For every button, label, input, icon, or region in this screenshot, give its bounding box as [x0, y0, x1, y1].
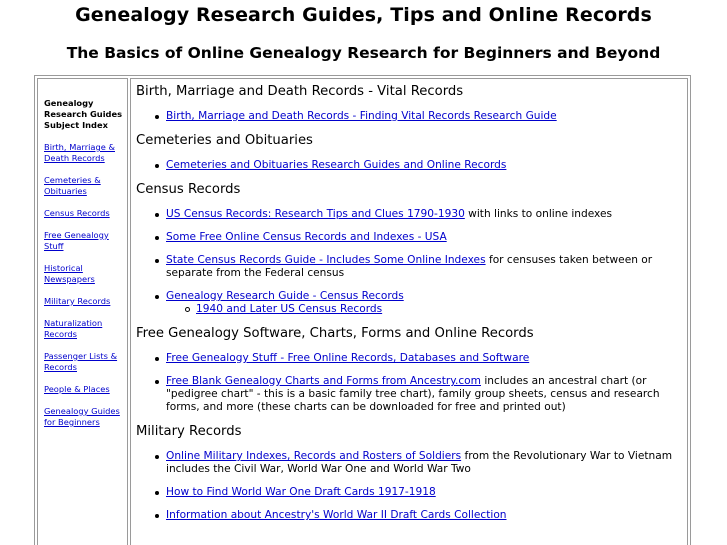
- link-military-indexes[interactable]: Online Military Indexes, Records and Rosters of Soldiers: [166, 450, 462, 462]
- list-item: [136, 352, 684, 365]
- link-census-research-guide[interactable]: Genealogy Research Guide - Census Records: [166, 290, 404, 302]
- section-list: [136, 352, 684, 414]
- sidebar-link-naturalization[interactable]: Naturalization Records: [44, 318, 103, 339]
- link-ww1-draft-cards[interactable]: How to Find World War One Draft Cards 1917-1918: [166, 486, 436, 498]
- link-cemeteries-guide[interactable]: Cemeteries and Obituaries Research Guides and Online Records: [166, 159, 507, 171]
- list-item: [136, 486, 684, 499]
- sidebar-link-birth-marriage-death[interactable]: Birth, Marriage & Death Records: [44, 142, 115, 163]
- list-item: [136, 110, 684, 123]
- section-heading-military: Military Records: [136, 424, 242, 439]
- list-item-text: with links to online indexes: [464, 208, 613, 220]
- sidebar-link-military[interactable]: Military Records: [44, 296, 111, 306]
- list-item-text: includes an ancestral chart (or "pedigree chart" - this is a basic family tree chart), family group sheets, census and research forms, and more (these charts can be downloaded for free and printed out): [166, 375, 660, 413]
- list-item: [136, 375, 684, 414]
- list-item: [136, 159, 684, 172]
- sidebar-link-beginners[interactable]: Genealogy Guides for Beginners: [44, 406, 120, 427]
- list-item: [136, 509, 684, 522]
- sidebar: [44, 98, 124, 439]
- page-title: Genealogy Research Guides, Tips and Online Records: [75, 4, 652, 26]
- sidebar-link-cemeteries[interactable]: Cemeteries & Obituaries: [44, 175, 101, 196]
- sidebar-link-people-places[interactable]: People & Places: [44, 384, 110, 394]
- link-free-census-usa[interactable]: Some Free Online Census Records and Indexes - USA: [166, 231, 447, 243]
- section-heading-cemeteries: Cemeteries and Obituaries: [136, 133, 313, 148]
- link-vital-records-guide[interactable]: Birth, Marriage and Death Records - Finding Vital Records Research Guide: [166, 110, 557, 122]
- list-item: [136, 290, 684, 303]
- sidebar-link-newspapers[interactable]: Historical Newspapers: [44, 263, 95, 284]
- list-item: [136, 208, 684, 221]
- sidebar-title: Genealogy Research Guides Subject Index: [44, 98, 123, 130]
- section-list: [136, 159, 684, 172]
- link-ww2-draft-cards[interactable]: Information about Ancestry's World War II Draft Cards Collection: [166, 509, 507, 521]
- sidebar-link-free-genealogy[interactable]: Free Genealogy Stuff: [44, 230, 109, 251]
- link-free-charts-forms[interactable]: Free Blank Genealogy Charts and Forms from Ancestry.com: [166, 375, 481, 387]
- list-item: [136, 450, 684, 476]
- link-us-census-tips[interactable]: US Census Records: Research Tips and Clues 1790-1930: [166, 208, 465, 220]
- list-item: [136, 231, 684, 244]
- list-item: [136, 254, 684, 280]
- page-subtitle: The Basics of Online Genealogy Research for Beginners and Beyond: [66, 44, 661, 62]
- section-list: [136, 110, 684, 123]
- list-item-text: from the Revolutionary War to Vietnam includes the Civil War, World War One and World War Two: [166, 450, 673, 475]
- link-free-genealogy-stuff[interactable]: Free Genealogy Stuff - Free Online Records, Databases and Software: [166, 352, 530, 364]
- sidebar-link-census[interactable]: Census Records: [44, 208, 110, 218]
- sub-list-item: [136, 303, 684, 316]
- section-heading-vital-records: Birth, Marriage and Death Records - Vital Records: [136, 84, 464, 99]
- link-state-census-guide[interactable]: State Census Records Guide - Includes Some Online Indexes: [166, 254, 486, 266]
- section-list: [136, 450, 684, 522]
- main-content: [136, 84, 684, 522]
- section-heading-census: Census Records: [136, 182, 241, 197]
- list-item-text: for censuses taken between or separate from the Federal census: [166, 254, 653, 279]
- section-heading-free-genealogy: Free Genealogy Software, Charts, Forms and Online Records: [136, 326, 534, 341]
- link-1940-census[interactable]: 1940 and Later US Census Records: [196, 303, 383, 315]
- section-list: [136, 208, 684, 316]
- sidebar-link-passenger-lists[interactable]: Passenger Lists & Records: [44, 351, 118, 372]
